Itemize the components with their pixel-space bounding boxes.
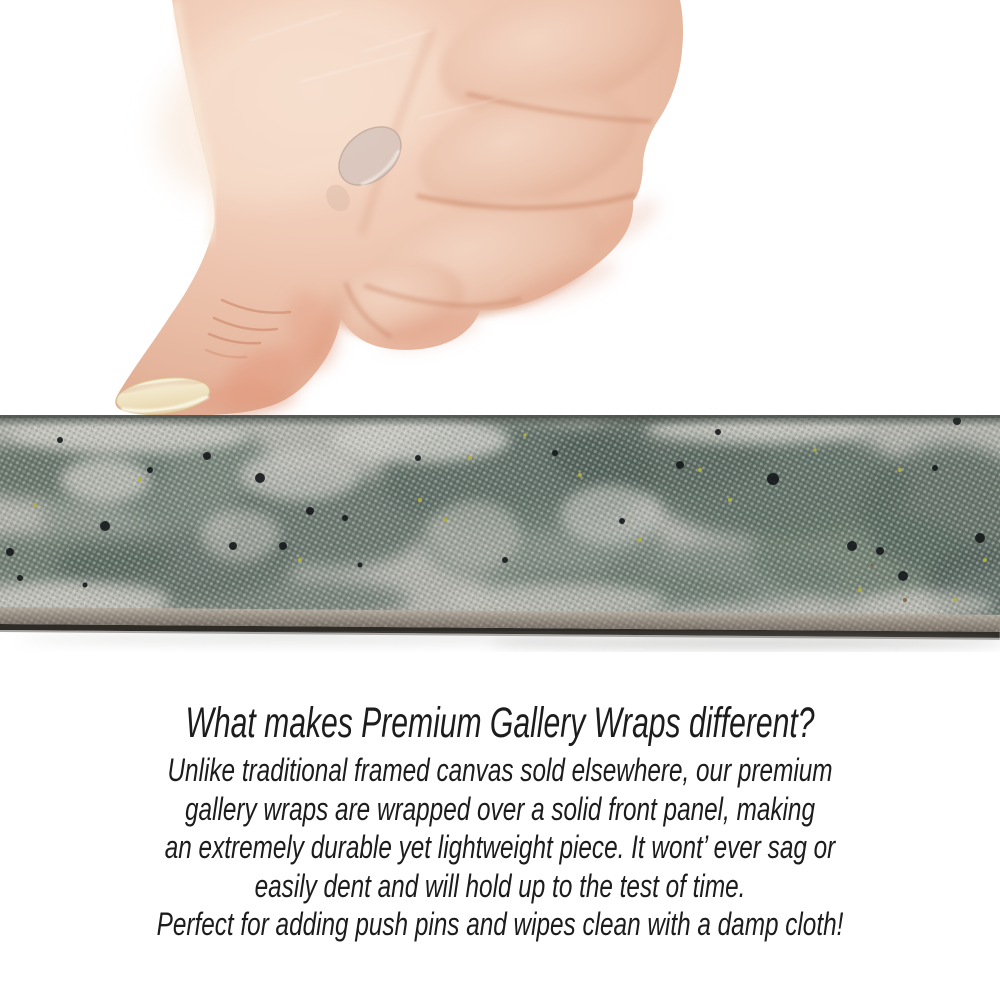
info-heading: What makes Premium Gallery Wraps different?: [185, 699, 815, 747]
info-text-block: [0, 700, 1000, 944]
hand-pressing-canvas-photo: [0, 0, 1000, 418]
canvas-texture-strip: [0, 415, 1000, 655]
strip-top-edge: [0, 415, 1000, 418]
info-line: gallery wraps are wrapped over a solid front panel, making: [185, 790, 815, 827]
info-line: easily dent and will hold up to the test of time.: [254, 867, 746, 904]
info-line: Perfect for adding push pins and wipes clean with a damp cloth!: [156, 906, 844, 942]
info-line: an extremely durable yet lightweight piece. It wont’ ever sag or: [164, 829, 836, 865]
info-line: Unlike traditional framed canvas sold elsewhere, our premium: [167, 752, 833, 788]
strip-top-shade: [0, 418, 1000, 427]
canvas-grain-noise: [0, 415, 1000, 623]
